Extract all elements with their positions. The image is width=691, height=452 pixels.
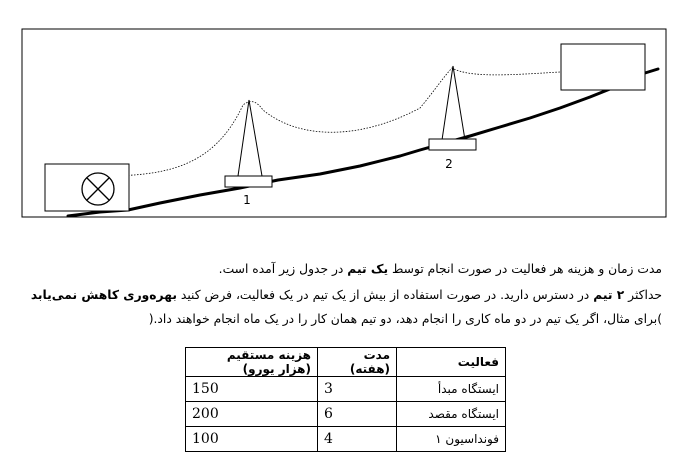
cell-activity: فونداسیون ۱ bbox=[397, 427, 506, 452]
header-activity: فعالیت bbox=[397, 348, 506, 377]
line1-bold-one-team: یک تیم bbox=[347, 262, 389, 276]
paragraph-line-1 bbox=[219, 260, 662, 278]
line1-part-a: مدت زمان و هزینه هر فعالیت در صورت انجام توسط bbox=[388, 262, 662, 276]
line1-part-c: در جدول زیر آمده است. bbox=[218, 262, 348, 276]
line2-bold-productivity: بهره‌وری کاهش نمی‌یابد bbox=[30, 288, 177, 302]
cell-activity: ایستگاه مقصد bbox=[397, 402, 506, 427]
cell-activity: ایستگاه مبدأ bbox=[397, 377, 506, 402]
tower-2-label: 2 bbox=[445, 157, 453, 171]
table-row bbox=[186, 427, 506, 452]
header-cost: هزینه مستقیم (هزار یورو) bbox=[186, 348, 318, 377]
cell-duration: 3 bbox=[318, 377, 397, 402]
table-row bbox=[186, 402, 506, 427]
line2-part-a: حداکثر bbox=[624, 288, 662, 302]
end-station bbox=[561, 44, 645, 90]
line2-bold-two-teams: ۲ تیم bbox=[593, 288, 625, 302]
tower-1-foundation bbox=[225, 176, 272, 187]
activity-cost-table bbox=[185, 347, 506, 452]
cell-cost: 200 bbox=[186, 402, 318, 427]
paragraph-line-2 bbox=[31, 286, 662, 304]
cell-duration: 4 bbox=[318, 427, 397, 452]
start-station bbox=[45, 164, 129, 211]
cable-line bbox=[110, 68, 560, 176]
terrain-line bbox=[68, 69, 658, 216]
cell-cost: 150 bbox=[186, 377, 318, 402]
paragraph-line-3 bbox=[149, 310, 662, 328]
header-duration: مدت (هفته) bbox=[318, 348, 397, 377]
tower-1 bbox=[225, 100, 272, 187]
table-header-row bbox=[186, 348, 506, 377]
tower-2-foundation bbox=[429, 139, 476, 150]
line3-text: )برای مثال، اگر یک تیم در دو ماه کاری را انجام دهد، دو تیم همان کار را در یک ماه انجام خواهند داد.( bbox=[148, 312, 662, 326]
tower-1-label: 1 bbox=[243, 193, 251, 207]
cell-duration: 6 bbox=[318, 402, 397, 427]
cell-cost: 100 bbox=[186, 427, 318, 452]
table-row bbox=[186, 377, 506, 402]
line2-part-c: در دسترس دارید. در صورت استفاده از بیش از یک تیم در یک فعالیت، فرض کنید bbox=[176, 288, 594, 302]
